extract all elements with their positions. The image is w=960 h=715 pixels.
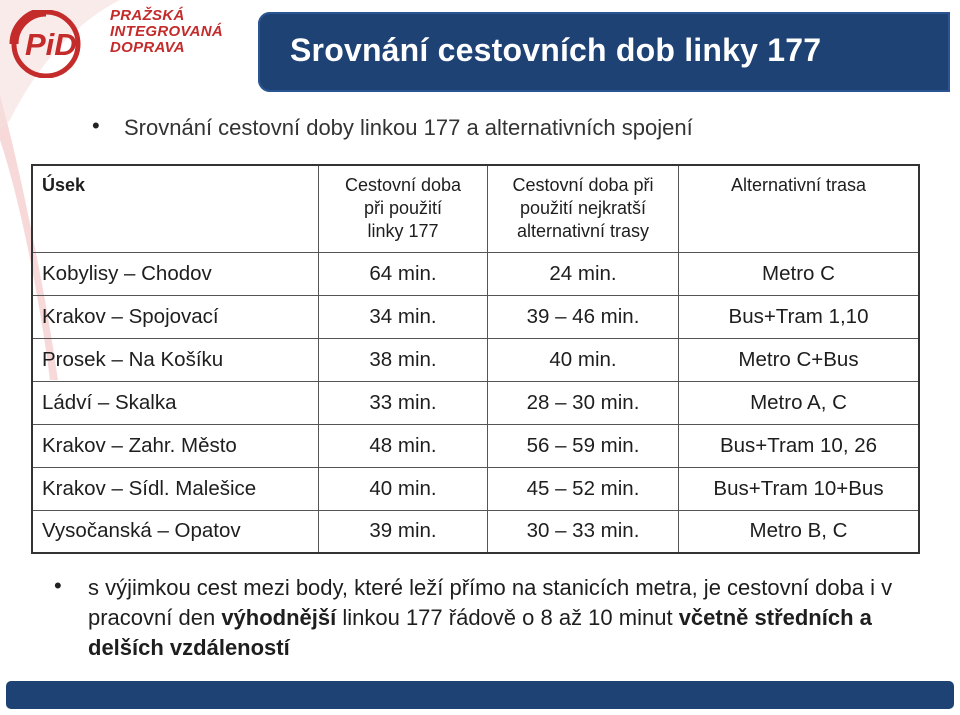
cell-time-177: 38 min. (319, 338, 488, 381)
header-alt-2: použití nejkratší (519, 198, 647, 218)
brand-name (110, 8, 250, 56)
note-part-1: s výjimkou cest mezi body, které leží přímo na stanicích metra, je cestovní doba i v pracovní den (88, 575, 893, 630)
cell-time-177: 48 min. (319, 424, 488, 467)
cell-time-alternative: 24 min. (488, 252, 679, 295)
bullet-icon: • (54, 573, 62, 598)
cell-route: Metro C+Bus (679, 338, 920, 381)
table-row (32, 510, 919, 553)
header-line-177-3: linky 177 (367, 221, 439, 241)
cell-route: Metro B, C (679, 510, 920, 553)
note-part-2: linkou 177 řádově o 8 až 10 minut (336, 605, 679, 630)
cell-time-177: 64 min. (319, 252, 488, 295)
cell-section: Vysočanská – Opatov (32, 510, 319, 553)
cell-section: Krakov – Zahr. Město (32, 424, 319, 467)
note-bold-2: včetně středních a delších vzdáleností (88, 605, 872, 660)
cell-route: Bus+Tram 10, 26 (679, 424, 920, 467)
cell-time-alternative: 28 – 30 min. (488, 381, 679, 424)
cell-time-alternative: 39 – 46 min. (488, 295, 679, 338)
pid-logo-icon (6, 10, 96, 78)
cell-section: Ládví – Skalka (32, 381, 319, 424)
subtitle: Srovnání cestovní doby linkou 177 a alternativních spojení (124, 115, 693, 140)
table-row (32, 338, 919, 381)
header-section: Úsek (32, 165, 319, 252)
cell-section: Krakov – Sídl. Malešice (32, 467, 319, 510)
header-alternative-time (488, 165, 679, 252)
cell-section: Krakov – Spojovací (32, 295, 319, 338)
cell-time-alternative: 40 min. (488, 338, 679, 381)
cell-route: Bus+Tram 10+Bus (679, 467, 920, 510)
cell-time-177: 33 min. (319, 381, 488, 424)
cell-route: Metro A, C (679, 381, 920, 424)
header-line-177 (319, 165, 488, 252)
cell-route: Bus+Tram 1,10 (679, 295, 920, 338)
table-row (32, 424, 919, 467)
title-banner (258, 12, 950, 92)
cell-time-177: 39 min. (319, 510, 488, 553)
header-line-177-2: při použití (363, 198, 443, 218)
note-text (88, 573, 928, 663)
brand-line-1: PRAŽSKÁ (110, 7, 185, 24)
page-title: Srovnání cestovních dob linky 177 (290, 32, 822, 68)
brand-line-2: INTEGROVANÁ (110, 23, 224, 40)
header-alternative-route: Alternativní trasa (679, 165, 920, 252)
table-row (32, 381, 919, 424)
table-row (32, 467, 919, 510)
table-header-row (32, 165, 919, 252)
header-alt-3: alternativní trasy (516, 221, 650, 241)
table-row (32, 252, 919, 295)
cell-time-alternative: 45 – 52 min. (488, 467, 679, 510)
brand-line-3: DOPRAVA (110, 39, 185, 56)
footer-bar (6, 681, 954, 709)
cell-time-alternative: 56 – 59 min. (488, 424, 679, 467)
cell-time-177: 34 min. (319, 295, 488, 338)
cell-section: Prosek – Na Košíku (32, 338, 319, 381)
cell-route: Metro C (679, 252, 920, 295)
note-bold-1: výhodnější (221, 605, 337, 630)
travel-time-table (31, 164, 920, 554)
header-line-177-1: Cestovní doba (344, 175, 462, 195)
header-alt-1: Cestovní doba při (512, 175, 654, 195)
table-row (32, 295, 919, 338)
cell-time-alternative: 30 – 33 min. (488, 510, 679, 553)
logo-text: PiD (25, 27, 77, 62)
cell-section: Kobylisy – Chodov (32, 252, 319, 295)
cell-time-177: 40 min. (319, 467, 488, 510)
bullet-icon: • (92, 113, 100, 138)
